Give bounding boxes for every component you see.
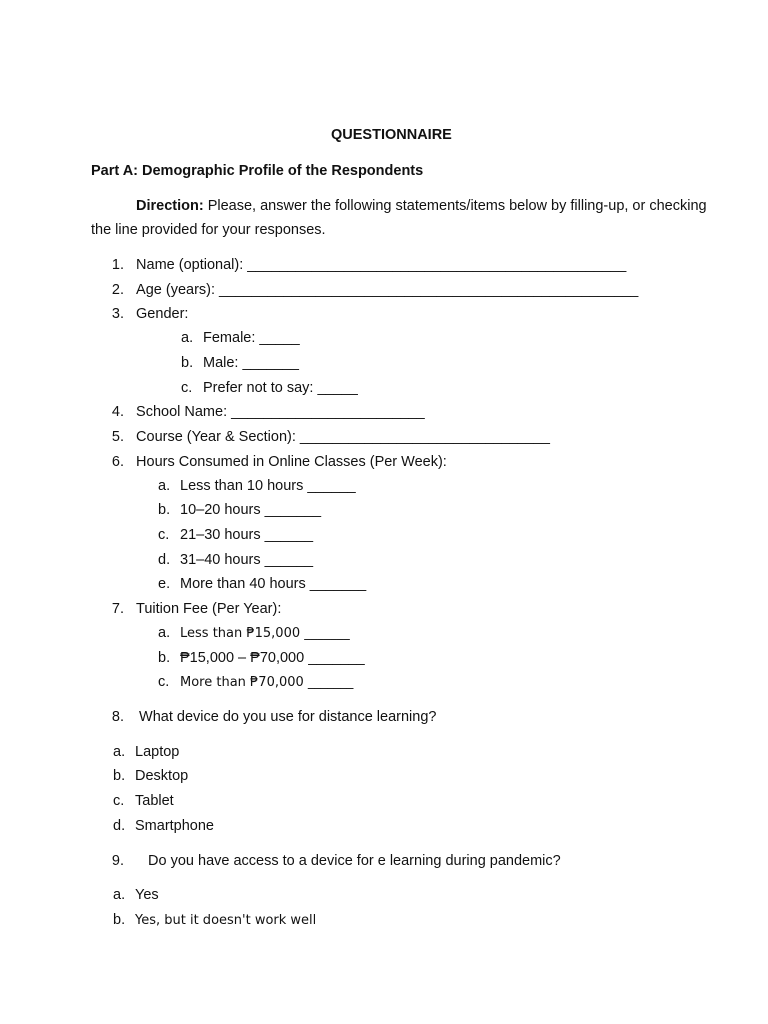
item-text: School Name: ________________________	[136, 404, 425, 420]
option-text: Female: _____	[203, 330, 300, 346]
item-number: 3.	[111, 306, 124, 322]
item-number: 2.	[111, 282, 124, 298]
option-letter: d.	[158, 552, 171, 568]
item-text: Hours Consumed in Online Classes (Per Week):	[136, 454, 447, 470]
option-letter: c.	[158, 674, 170, 690]
list-item	[104, 601, 281, 617]
direction-text: Please, answer the following statements/items below by filling-up, or checking	[203, 198, 707, 214]
item-text: Course (Year & Section): _______________________________	[136, 429, 550, 445]
option-text: 21–30 hours ______	[180, 527, 314, 543]
option-item	[158, 650, 365, 666]
item-number: 1.	[111, 257, 124, 273]
list-item	[104, 853, 561, 869]
item-text: Gender:	[136, 306, 189, 322]
option-text: More than 40 hours _______	[180, 576, 367, 592]
option-text: Less than 10 hours ______	[180, 478, 356, 494]
option-item	[181, 355, 299, 371]
direction-continued: the line provided for your responses.	[91, 222, 326, 238]
option-letter: c.	[113, 793, 125, 809]
item-text: What device do you use for distance learning?	[139, 709, 437, 725]
item-number: 9.	[111, 853, 124, 869]
option-item	[113, 818, 214, 834]
item-text: Name (optional): _______________________________________________	[136, 257, 627, 273]
option-item	[158, 625, 350, 641]
option-letter: a.	[113, 887, 126, 903]
option-item	[181, 330, 300, 346]
option-text: Tablet	[135, 793, 174, 809]
option-text: More than ₱70,000 _______	[180, 675, 354, 690]
option-text: Smartphone	[135, 818, 214, 834]
item-text: Do you have access to a device for e learning during pandemic?	[148, 853, 561, 869]
option-letter: b.	[158, 502, 171, 518]
option-letter: c.	[158, 527, 170, 543]
option-letter: b.	[181, 355, 194, 371]
item-number: 6.	[111, 454, 124, 470]
option-text: 31–40 hours ______	[180, 552, 314, 568]
list-item	[104, 429, 550, 445]
option-letter: a.	[113, 744, 126, 760]
option-text: Yes	[135, 887, 159, 903]
item-number: 8.	[111, 709, 124, 725]
option-letter: a.	[181, 330, 194, 346]
option-letter: e.	[158, 576, 171, 592]
option-text: ₱15,000 – ₱70,000 _______	[180, 650, 365, 666]
option-text: Less than ₱15,000 _______	[180, 626, 350, 641]
option-item	[158, 502, 321, 518]
direction-label: Direction:	[136, 198, 204, 214]
option-item	[158, 674, 353, 690]
option-item	[113, 887, 159, 903]
list-item	[104, 709, 436, 725]
option-letter: b.	[158, 650, 171, 666]
option-text: Laptop	[135, 744, 180, 760]
option-text: 10–20 hours _______	[180, 502, 322, 518]
option-item	[113, 744, 179, 760]
option-letter: b.	[113, 768, 126, 784]
option-item	[158, 478, 356, 494]
direction-paragraph	[136, 198, 707, 214]
item-number: 5.	[111, 429, 124, 445]
option-letter: b.	[113, 912, 126, 928]
option-letter: d.	[113, 818, 126, 834]
option-text: Yes, but it doesn't work well	[135, 913, 317, 928]
list-item	[104, 404, 425, 420]
document-title: QUESTIONNAIRE	[331, 127, 452, 143]
item-number: 7.	[111, 601, 124, 617]
option-item	[113, 768, 188, 784]
option-item	[113, 793, 174, 809]
item-text: Age (years): ____________________________________________________	[136, 282, 639, 298]
list-item	[104, 282, 638, 298]
option-letter: a.	[158, 625, 171, 641]
item-number: 4.	[111, 404, 124, 420]
option-text: Male: _______	[203, 355, 299, 371]
list-item	[104, 306, 188, 322]
option-item	[158, 527, 313, 543]
option-text: Prefer not to say: _____	[203, 380, 358, 396]
option-letter: a.	[158, 478, 171, 494]
option-item	[113, 912, 316, 928]
list-item	[104, 454, 447, 470]
option-text: Desktop	[135, 768, 189, 784]
section-heading-part-a: Part A: Demographic Profile of the Respondents	[91, 163, 424, 179]
list-item	[104, 257, 626, 273]
option-item	[158, 576, 366, 592]
option-item	[158, 552, 313, 568]
option-letter: c.	[181, 380, 193, 396]
item-text: Tuition Fee (Per Year):	[136, 601, 282, 617]
option-item	[181, 380, 358, 396]
